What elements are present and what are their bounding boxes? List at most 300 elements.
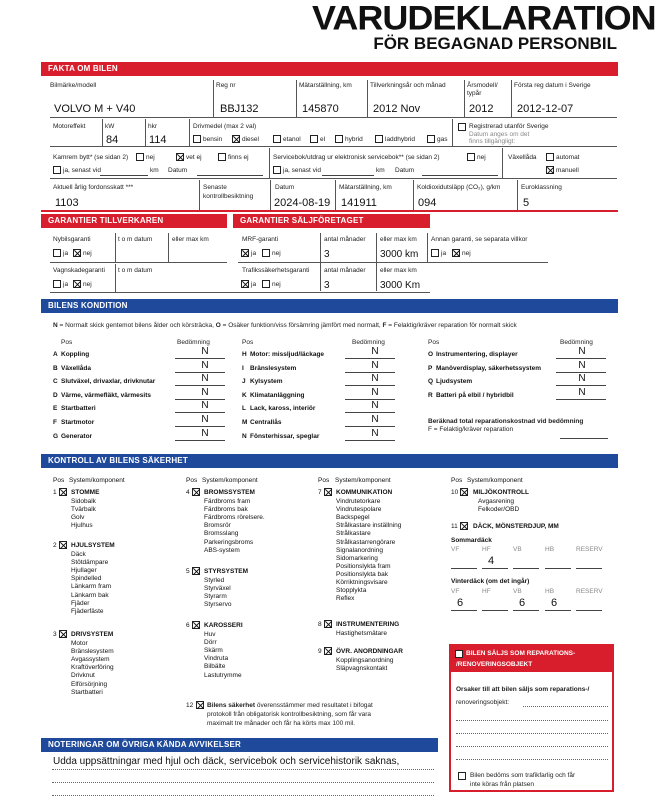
condition-mark-line xyxy=(556,358,606,359)
fuel-gas-checkbox[interactable] xyxy=(427,135,435,143)
group-item: Positionslykta bak xyxy=(336,570,389,578)
group-item: Avgassystem xyxy=(71,656,110,664)
group-checkbox[interactable] xyxy=(59,541,67,549)
group-title: KOMMUNIKATION xyxy=(336,489,393,496)
group-title: INSTRUMENTERING xyxy=(336,621,400,628)
condition-item-a xyxy=(53,351,89,359)
registered-abroad-label: Registrerad utanför Sverige xyxy=(469,123,549,130)
fuel-hybrid-label: hybrid xyxy=(345,136,363,143)
tyre-depth-line xyxy=(482,568,508,569)
tyre-depth-line xyxy=(451,610,477,611)
group-item: Sidobalk xyxy=(71,498,96,505)
condition-item-code: L xyxy=(242,405,246,413)
divider xyxy=(367,80,368,117)
repair-cost-sub: F = Felaktig/kräver reparation xyxy=(428,426,514,433)
condition-item-name: Koppling xyxy=(61,351,90,358)
group-item: Tvärbalk xyxy=(71,506,96,514)
tyre-col-label: HF xyxy=(482,546,491,553)
gearbox-automat-checkbox[interactable] xyxy=(546,153,554,161)
group-item: Bromsslang xyxy=(204,530,239,538)
group-item: Fjäderfäste xyxy=(71,607,104,615)
kamrem-label: Kamrem bytt* (se sidan 2) xyxy=(53,154,129,161)
vagnskada-nej-checkbox[interactable] xyxy=(73,280,81,288)
kondition-legend xyxy=(53,322,517,330)
trafik-ja-label: ja xyxy=(251,281,257,288)
tyre-col-label: HB xyxy=(545,588,555,595)
firstreg-label: Första reg datum i Sverige xyxy=(514,82,591,89)
kontroll-col2-sys-header: System/komponent xyxy=(202,477,258,484)
condition-item-name: Värme, värmefläkt, värmesits xyxy=(61,391,151,399)
group-item: Länkarm fram xyxy=(71,583,112,591)
tyre-col-label: VB xyxy=(513,546,522,553)
annan-ja-checkbox[interactable] xyxy=(431,249,439,257)
mrf-ja-checkbox[interactable] xyxy=(241,249,249,257)
condition-mark-line xyxy=(175,385,225,386)
tyre-col-label: RESERV xyxy=(576,588,603,595)
divider xyxy=(168,233,169,262)
trafik-km-label: eller max km xyxy=(380,267,417,274)
group-item: Hjullager xyxy=(71,567,97,575)
trafik-km-value[interactable]: 3000 Km xyxy=(380,280,421,291)
annan-label: Annan garanti, se separata villkor xyxy=(431,236,528,243)
group-item: Färdbroms rörelsere. xyxy=(204,514,265,522)
gearbox-automat-label: automat xyxy=(556,154,580,161)
divider xyxy=(189,119,190,146)
group-item: Parkeringsbroms xyxy=(204,538,254,546)
condition-item-name: Centrallås xyxy=(250,419,282,426)
group11-checkbox[interactable] xyxy=(460,522,468,530)
reg-label: Reg nr xyxy=(216,82,236,89)
nybil-nej-checkbox[interactable] xyxy=(73,249,81,257)
group-checkbox[interactable] xyxy=(59,630,67,638)
reg-value[interactable]: BBJ132 xyxy=(220,103,259,115)
group-item: Spindelled xyxy=(71,575,102,583)
firstreg-value[interactable]: 2012-12-07 xyxy=(517,103,574,115)
group-item: Färdbroms bak xyxy=(204,506,248,514)
condition-item-name: Startmotor xyxy=(61,419,95,426)
fakta-bottom-rule xyxy=(41,210,618,212)
condition-item-code: A xyxy=(53,351,58,358)
divider xyxy=(335,180,336,210)
group-pos: 9 xyxy=(318,648,322,655)
condition-item-name: Instrumentering, displayer xyxy=(436,351,518,358)
condition-item-e xyxy=(53,405,96,413)
condition-mark[interactable]: N xyxy=(371,386,379,398)
group-item: Strålkastare xyxy=(336,530,371,538)
pos12-label: 12 xyxy=(186,702,194,709)
kamrem-ja-checkbox[interactable] xyxy=(53,166,61,174)
group-item: Körriktningsvisare xyxy=(336,579,388,586)
fuel-diesel-checkbox[interactable] xyxy=(232,135,240,143)
group11-pos: 11 xyxy=(451,523,458,530)
annan-nej-checkbox[interactable] xyxy=(452,249,460,257)
kontroll-col1-pos-header: Pos xyxy=(53,477,65,484)
mrf-months-label: antal månader xyxy=(324,236,366,243)
group-item: Styrservo xyxy=(204,601,232,609)
lastinsp-label-2: kontrollbesiktning xyxy=(203,193,254,200)
brand-value[interactable]: VOLVO M + V40 xyxy=(54,103,136,115)
section-garanti-saljforetaget-header: GARANTIER SÄLJFÖRETAGET xyxy=(233,214,430,228)
euro-label: Euroklassning xyxy=(521,184,562,191)
condition-mark[interactable]: N xyxy=(371,346,379,357)
kamrem-km-line xyxy=(100,175,148,176)
nybil-nej-label: nej xyxy=(83,250,92,257)
winter-tyres-label: Vinterdäck (om det ingår) xyxy=(451,578,530,585)
kamrem-finnsej-label: finns ej xyxy=(228,154,249,161)
cond-col3-bedomning-header: Bedömning xyxy=(560,339,593,346)
group-item: Vindrutespolare xyxy=(336,506,382,514)
kw-value[interactable]: 84 xyxy=(106,134,119,146)
condition-mark-line xyxy=(175,426,225,427)
repair-reason-line[interactable] xyxy=(456,733,608,734)
legend-f-text: = Felaktig/kräver reparation för normalt skick xyxy=(386,322,517,329)
pos12-text-3: maximalt tre månader och får ha körts max 100 mil. xyxy=(207,720,356,727)
divider xyxy=(50,146,617,147)
condition-item-code: G xyxy=(53,432,59,440)
cond-col3-pos-header: Pos xyxy=(428,339,440,346)
group-checkbox[interactable] xyxy=(324,488,332,496)
condition-item-code: H xyxy=(242,351,247,358)
insp-mileage-label: Mätarställning, km xyxy=(339,184,392,191)
group-checkbox[interactable] xyxy=(192,567,200,575)
repair-reason-line[interactable] xyxy=(456,720,608,721)
mileage-label: Mätarställning, km xyxy=(299,82,352,89)
condition-mark-line xyxy=(175,399,225,400)
group-checkbox[interactable] xyxy=(192,621,200,629)
gearbox-manuell-label: manuell xyxy=(556,167,579,174)
group-pos: 8 xyxy=(318,621,322,628)
registered-abroad-checkbox[interactable] xyxy=(458,123,466,131)
divider xyxy=(213,80,214,117)
vagnskada-ja-label: ja xyxy=(63,281,69,288)
group-item: Elförsörjning xyxy=(71,680,108,688)
section-notes-header: NOTERINGAR OM ÖVRIGA KÄNDA AVVIKELSER xyxy=(41,738,438,752)
group-pos: 1 xyxy=(53,489,57,496)
modelyear-value[interactable]: 2012 xyxy=(469,103,494,115)
insp-date-label: Datum xyxy=(275,184,295,191)
trafik-ja-checkbox[interactable] xyxy=(241,280,249,288)
group-item: Signalanordning xyxy=(336,546,383,554)
group-pos: 7 xyxy=(318,489,322,496)
tax-label: Aktuell årlig fordonsskatt *** xyxy=(53,184,134,191)
kontroll-col3-pos-header: Pos xyxy=(318,477,330,484)
divider xyxy=(102,119,103,146)
condition-item-k xyxy=(242,392,305,400)
condition-mark-line xyxy=(345,426,395,427)
condition-item-p xyxy=(428,365,541,373)
group-item: Positionslykta fram xyxy=(336,562,391,570)
group-item: Hastighetsmätare xyxy=(336,630,387,637)
nybil-max-km-label: eller max km xyxy=(172,236,209,243)
condition-item-code: B xyxy=(53,364,58,372)
condition-item-code: F xyxy=(53,419,57,426)
group-item: Golv xyxy=(71,514,85,522)
mfg-label: Tillverkningsår och månad xyxy=(370,82,446,89)
nybil-label: Nybilsgaranti xyxy=(53,236,91,243)
group-title: BROMSSYSTEM xyxy=(204,489,255,496)
service-datum-line xyxy=(422,175,498,176)
fuel-bensin-label: bensin xyxy=(203,136,223,143)
registered-abroad-sub1: Datum anges om det xyxy=(469,131,530,138)
condition-mark[interactable]: N xyxy=(201,346,209,357)
group-item: Motor xyxy=(71,640,88,647)
gearbox-label: Växellåda xyxy=(508,154,537,161)
unsafe-text-1: Bilen bedöms som trafikfarlig och får xyxy=(470,772,576,779)
tyre-depth-line xyxy=(545,610,571,611)
hk-value[interactable]: 114 xyxy=(149,134,167,146)
pos12-text-1 xyxy=(207,702,373,710)
tyre-depth-value[interactable]: 4 xyxy=(488,555,495,567)
kontroll-col3-sys-header: System/komponent xyxy=(335,477,391,484)
notes-line[interactable] xyxy=(52,782,434,783)
group-item: Hjulhus xyxy=(71,522,93,530)
pos12-text-2: protokoll från obligatorisk kontrollbesiktning, som får vara xyxy=(207,711,372,718)
repair-reason-line[interactable] xyxy=(456,746,608,747)
group-item: Styrled xyxy=(204,577,225,584)
condition-mark[interactable]: N xyxy=(578,386,586,398)
legend-n-text: = Normalt skick gentemot bilens ålder och körsträcka, xyxy=(57,322,216,329)
tyre-col-label: RESERV xyxy=(576,546,603,553)
group-checkbox[interactable] xyxy=(324,647,332,655)
group-title: STOMME xyxy=(71,489,100,496)
service-km-line xyxy=(322,175,374,176)
mrf-ja-label: ja xyxy=(251,250,257,257)
condition-mark[interactable]: N xyxy=(201,386,209,398)
condition-mark[interactable]: N xyxy=(371,359,379,371)
legend-o: O xyxy=(215,322,221,329)
annan-nej-label: nej xyxy=(462,250,471,257)
kontroll-col4-pos-header: Pos xyxy=(451,477,463,484)
tyre-depth-value[interactable]: 6 xyxy=(519,597,526,609)
condition-mark-line xyxy=(345,385,395,386)
fuel-etanol-checkbox[interactable] xyxy=(273,135,281,143)
group10-checkbox[interactable] xyxy=(460,488,468,496)
tyre-depth-line xyxy=(482,610,508,611)
group10-item: Avgasrening xyxy=(478,498,515,505)
cond-col1-pos-header: Pos xyxy=(61,339,73,346)
group-item: ABS-system xyxy=(204,546,240,554)
group-item: Drivknut xyxy=(71,672,95,680)
group-checkbox[interactable] xyxy=(324,620,332,628)
divider xyxy=(199,180,200,210)
divider xyxy=(296,80,297,117)
vagnskada-ja-checkbox[interactable] xyxy=(53,280,61,288)
tyre-depth-value[interactable]: 6 xyxy=(457,597,464,609)
condition-mark-line xyxy=(175,372,225,373)
tyre-col-label: VF xyxy=(451,546,460,553)
condition-item-n xyxy=(242,433,319,441)
tyre-depth-value[interactable]: 6 xyxy=(551,597,558,609)
condition-mark[interactable]: N xyxy=(201,359,209,371)
co2-value[interactable]: 094 xyxy=(418,197,437,209)
condition-item-name: Generator xyxy=(61,432,93,440)
service-ja-label: ja, senast vid xyxy=(283,167,321,174)
tyre-depth-line xyxy=(451,568,477,569)
condition-mark[interactable]: N xyxy=(578,359,586,371)
divider xyxy=(511,80,512,117)
group-checkbox[interactable] xyxy=(59,488,67,496)
modelyear-label: Årsmodell/ typår xyxy=(467,82,498,97)
kamrem-datum-label: Datum xyxy=(168,167,188,174)
repair-box-title-2: /RENOVERINGSOBJEKT xyxy=(456,661,533,668)
group-item: Startbatteri xyxy=(71,688,103,696)
condition-item-code: I xyxy=(242,364,244,372)
divider xyxy=(115,233,116,262)
condition-mark-line xyxy=(345,358,395,359)
divider xyxy=(50,117,617,118)
fuel-el-label: el xyxy=(320,136,326,143)
condition-item-name: Lack, kaross, interiör xyxy=(250,405,316,413)
condition-item-d xyxy=(53,392,151,400)
group-title: KAROSSERI xyxy=(204,622,243,629)
condition-mark-line xyxy=(345,440,395,441)
kamrem-finnsej-checkbox[interactable] xyxy=(218,153,226,161)
condition-mark[interactable]: N xyxy=(371,414,379,425)
trafik-months-value[interactable]: 3 xyxy=(324,280,330,291)
unsafe-checkbox[interactable] xyxy=(458,772,466,780)
insp-mileage-value[interactable]: 141911 xyxy=(341,197,377,209)
group-item: Däck xyxy=(71,551,86,558)
kamrem-datum-line xyxy=(197,175,263,176)
condition-item-code: R xyxy=(428,391,433,399)
unsafe-text-2: inte köras från platsen xyxy=(470,781,534,788)
mrf-km-value[interactable]: 3000 km xyxy=(380,249,419,260)
repair-reason-line[interactable] xyxy=(456,759,608,760)
mrf-months-value[interactable]: 3 xyxy=(324,249,330,260)
divider xyxy=(145,119,146,146)
group-item: Backspegel xyxy=(336,514,370,522)
fuel-etanol-label: etanol xyxy=(283,136,301,143)
condition-item-name: Motor: missljud/läckage xyxy=(250,351,325,358)
group-item: Skärm xyxy=(204,647,223,655)
section-fakta-header: FAKTA OM BILEN xyxy=(41,62,618,76)
group-item: Reflex xyxy=(336,595,355,603)
fuel-hybrid-checkbox[interactable] xyxy=(335,135,343,143)
group-item: Bilbälte xyxy=(204,663,226,671)
tyre-col-label: VF xyxy=(451,588,460,595)
legend-n: N xyxy=(53,322,58,329)
condition-item-name: Slutväxel, drivaxlar, drivknutar xyxy=(61,378,156,386)
condition-mark[interactable]: N xyxy=(371,427,379,439)
group-item: Kraftöverföring xyxy=(71,664,114,672)
condition-mark[interactable]: N xyxy=(201,373,209,385)
condition-item-b xyxy=(53,365,91,373)
kamrem-nej-checkbox[interactable] xyxy=(136,153,144,161)
tyre-depth-line xyxy=(576,610,602,611)
condition-item-h xyxy=(242,351,324,359)
legend-f: F xyxy=(382,322,387,329)
tyre-depth-line xyxy=(513,610,539,611)
service-km-label: km xyxy=(376,167,385,174)
condition-item-name: Växellåda xyxy=(61,364,91,372)
condition-item-code: J xyxy=(242,378,246,386)
notes-text[interactable]: Udda uppsättningar med hjul och däck, servicebok och servicehistorik saknas, xyxy=(53,756,400,767)
condition-item-code: N xyxy=(242,432,247,440)
condition-mark[interactable]: N xyxy=(201,427,209,439)
legend-o-text: = Osäker funktion/viss försämring jämfört med normalt, xyxy=(220,322,383,329)
condition-mark[interactable]: N xyxy=(371,373,379,385)
condition-mark[interactable]: N xyxy=(201,414,209,425)
group-item: Lastutrymme xyxy=(204,671,242,679)
nybil-ja-checkbox[interactable] xyxy=(53,249,61,257)
condition-item-q xyxy=(428,378,472,386)
trafik-label: Trafikssäkerhetsgaranti xyxy=(242,267,310,274)
divider xyxy=(427,233,428,262)
tyre-depth-line xyxy=(513,568,539,569)
group-checkbox[interactable] xyxy=(192,488,200,496)
kontroll-col2-pos-header: Pos xyxy=(186,477,198,484)
condition-item-o xyxy=(428,351,518,359)
condition-item-r xyxy=(428,392,514,400)
section-kondition-header: BILENS KONDITION xyxy=(41,299,618,313)
insp-date-value[interactable]: 2024-08-19 xyxy=(274,197,331,209)
divider xyxy=(269,148,270,178)
condition-item-name: Startbatteri xyxy=(61,405,96,413)
mrf-nej-checkbox[interactable] xyxy=(262,249,270,257)
condition-item-f xyxy=(53,419,94,427)
service-ja-checkbox[interactable] xyxy=(273,166,281,174)
condition-item-code: O xyxy=(428,351,434,358)
group-item: Vindrutetorkare xyxy=(336,498,381,505)
cond-col2-bedomning-header: Bedömning xyxy=(352,339,385,346)
mfg-value[interactable]: 2012 Nov xyxy=(373,103,421,115)
condition-mark[interactable]: N xyxy=(371,400,379,412)
repair-reason-1: Orsaker till att bilen säljs som reparations-/ xyxy=(456,686,590,693)
lastinsp-label-1: Senaste xyxy=(203,184,227,191)
pos12-checkbox[interactable] xyxy=(196,701,204,709)
divider xyxy=(50,178,617,179)
kamrem-vetej-checkbox[interactable] xyxy=(176,153,184,161)
condition-mark[interactable]: N xyxy=(201,400,209,412)
notes-line[interactable] xyxy=(52,795,434,796)
mileage-value[interactable]: 145870 xyxy=(302,103,339,115)
group-pos: 6 xyxy=(186,622,190,629)
condition-mark-line xyxy=(175,440,225,441)
condition-mark-line xyxy=(345,372,395,373)
tyre-depth-line xyxy=(576,568,602,569)
group-item: Strålkastarrengörare xyxy=(336,538,396,546)
tax-value[interactable]: 1103 xyxy=(55,197,79,209)
repair-object-checkbox[interactable] xyxy=(455,650,463,658)
group-item: Sidomarkering xyxy=(336,554,378,562)
condition-item-name: Fönsterhissar, speglar xyxy=(250,432,320,440)
condition-mark[interactable]: N xyxy=(578,346,586,357)
kontroll-col1-sys-header: System/komponent xyxy=(69,477,125,484)
fuel-el-checkbox[interactable] xyxy=(310,135,318,143)
condition-item-name: Batteri på elbil / hybridbil xyxy=(436,391,514,399)
fuel-bensin-checkbox[interactable] xyxy=(193,135,201,143)
registered-abroad-sub2: finns tillgängligt: xyxy=(469,138,516,145)
kamrem-vetej-label: vet ej xyxy=(186,154,202,161)
trafik-months-label: antal månader xyxy=(324,267,366,274)
notes-line[interactable] xyxy=(52,769,434,770)
condition-item-l xyxy=(242,405,315,413)
nybil-tom-datum-label: t o m datum xyxy=(118,236,153,243)
repair-cost-line[interactable] xyxy=(560,438,608,439)
group-item: Kopplingsanordning xyxy=(336,657,394,664)
trafik-nej-checkbox[interactable] xyxy=(262,280,270,288)
group-item: Bränslesystem xyxy=(71,648,114,656)
service-nej-checkbox[interactable] xyxy=(467,153,475,161)
gearbox-manuell-checkbox[interactable] xyxy=(546,166,554,174)
repair-box-title-1: BILEN SÄLJS SOM REPARATIONS- xyxy=(466,650,576,657)
condition-mark[interactable]: N xyxy=(578,373,586,385)
group-item: Fjäder xyxy=(71,599,90,607)
fuel-laddhybrid-checkbox[interactable] xyxy=(375,135,383,143)
repair-reason-line[interactable] xyxy=(523,706,608,707)
group-item: Strålkastare inställning xyxy=(336,522,402,530)
euro-value[interactable]: 5 xyxy=(523,197,530,209)
